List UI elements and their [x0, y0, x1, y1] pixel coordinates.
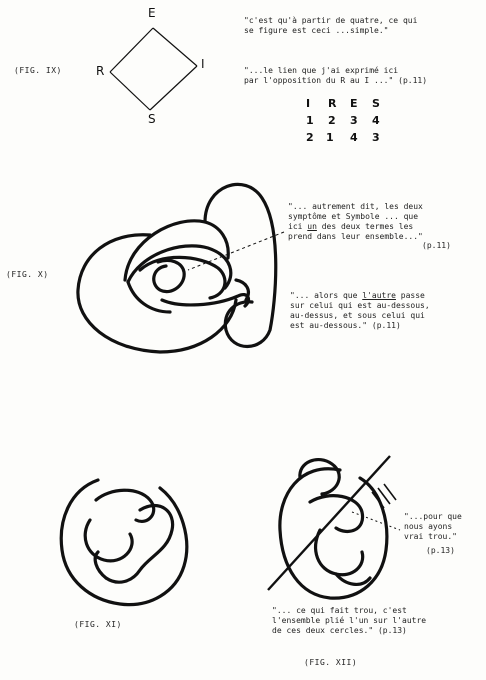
figure-10-quote-2-underlined: l'autre: [362, 291, 396, 300]
figure-9-quote-2: "...le lien que j'ai exprimé ici par l'opposition du R au I ..." (p.11): [244, 66, 428, 85]
figure-9-quote-1: "c'est qu'à partir de quatre, ce qui se figure est ceci ...simple.": [244, 16, 418, 35]
table-header-cell: I: [306, 97, 311, 110]
vertex-i: I: [201, 57, 205, 71]
vertex-r: R: [96, 64, 105, 78]
vertex-e: E: [148, 6, 156, 20]
table-row-1-cell: 4: [372, 114, 380, 127]
figure-10-quote-1-underlined: un: [307, 222, 317, 231]
table-row-1-cell: 1: [306, 114, 314, 127]
figure-10-quote-2-rest: passe sur celui qui est au-dessous, au-dessus, et sous celui qui est au-dessous." (p.11): [290, 291, 430, 330]
table-row-2-cell: 4: [350, 131, 358, 144]
table-header-cell: E: [350, 97, 358, 110]
table-header-cell: S: [372, 97, 380, 110]
figure-11-label: (FIG. XI): [74, 620, 122, 629]
table-row-1-cell: 3: [350, 114, 358, 127]
vertex-s: S: [148, 112, 156, 126]
figure-12-quote-2: "... ce qui fait trou, c'est l'ensemble plié l'un sur l'autre de ces deux cercles." (p.13): [272, 606, 427, 635]
table-row-2-cell: 3: [372, 131, 380, 144]
figure-9-label: (FIG. IX): [14, 66, 62, 75]
table-row-2-cell: 2: [306, 131, 314, 144]
figure-12-quote-1-ref: (p.13): [426, 546, 455, 555]
figure-10-quote-1-ref: (p.11): [422, 241, 451, 250]
figure-10-quote-1-rest: des deux termes les prend dans leur ensemble...": [288, 222, 423, 241]
figure-10-quote-2-text: "... alors que: [290, 291, 363, 300]
figure-10-quote-1-text: "... autrement dit, les deux symptôme et Symbole ... que ici: [288, 202, 423, 231]
figure-12-quote-1: "...pour que nous ayons vrai trou.": [404, 512, 462, 541]
table-row-1-cell: 2: [328, 114, 336, 127]
figure-12-label: (FIG. XII): [304, 658, 358, 667]
table-row-2-cell: 1: [326, 131, 334, 144]
table-header-cell: R: [328, 97, 337, 110]
figure-10-label: (FIG. X): [6, 270, 49, 279]
